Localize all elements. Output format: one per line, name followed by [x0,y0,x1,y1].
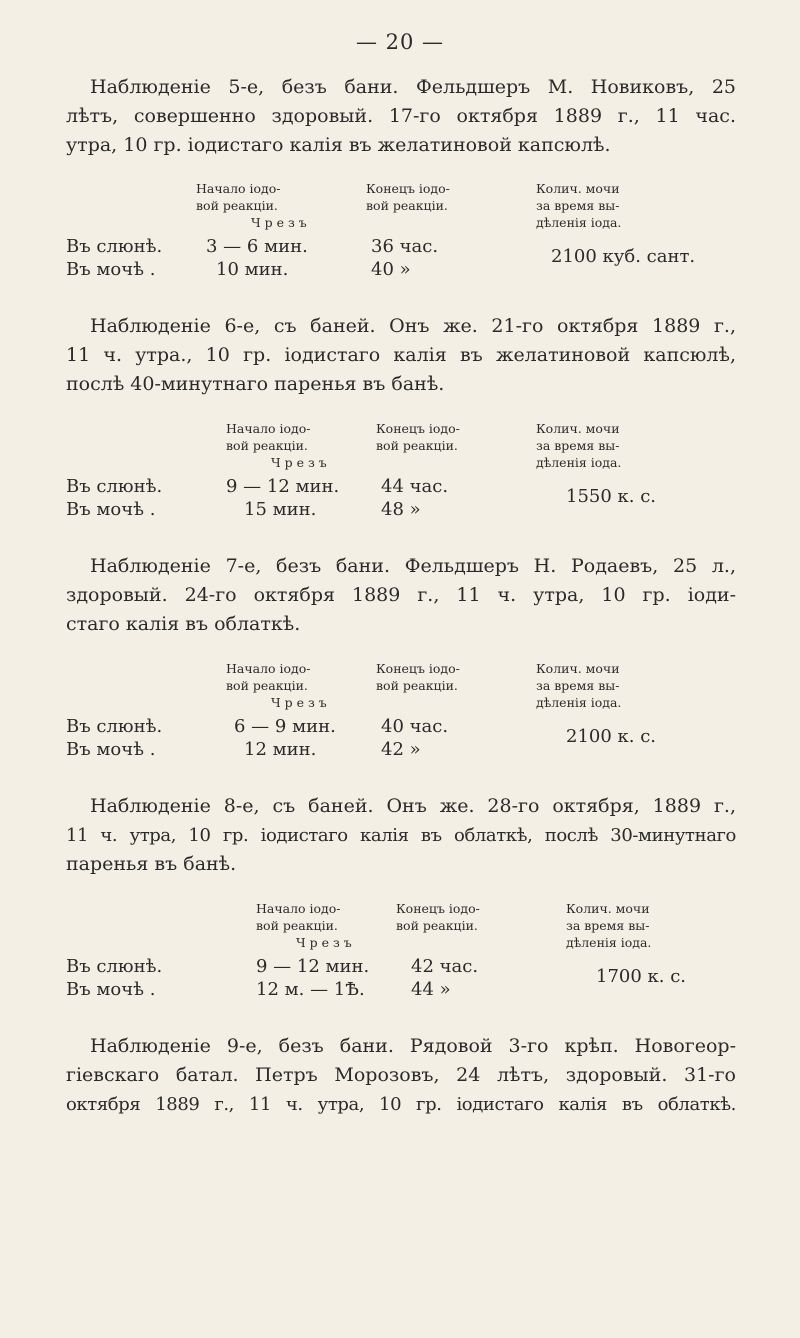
header-start: Начало іодо- вой реакціи. [196,181,281,213]
paragraph-line: паренья въ банѣ. [66,853,237,875]
row-start: 3 — 6 мин. [206,236,308,257]
header-end: Конецъ іодо- вой реакціи. [366,181,450,213]
row-end: 42 » [381,739,421,760]
paragraph-line: Наблюденіе 9-е, безъ бани. Рядовой 3-го крѣп. Новогеор- [90,1035,736,1057]
paragraph-line: Наблюденіе 8-е, съ баней. Онъ же. 28-го октября, 1889 г., [90,795,736,817]
header-end: Конецъ іодо- вой реакціи. [396,901,480,933]
urine-total: 1700 к. с. [596,966,687,987]
row-start: 9 — 12 мин. [256,956,370,977]
header-end: Конецъ іодо- вой реакціи. [376,661,460,693]
paragraph-line: гіевскаго батал. Петръ Морозовъ, 24 лѣтъ, здоровый. 31-го [66,1064,736,1086]
row-start: 12 м. — 1Ѣ. [256,979,365,1000]
observation-7-paragraph [66,552,736,639]
paragraph-line: послѣ 40-минутнаго паренья въ банѣ. [66,373,445,395]
observation-5-table [66,180,746,290]
header-through: Ч р е з ъ [271,455,327,470]
row-start: 12 мин. [244,739,317,760]
row-end: 42 час. [411,956,479,977]
observation-9-paragraph [66,1032,736,1119]
header-through: Ч р е з ъ [271,695,327,710]
header-start: Начало іодо- вой реакціи. [226,661,311,693]
row-label: Въ слюнѣ. [66,956,163,977]
row-label: Въ слюнѣ. [66,236,163,257]
paragraph-line: Наблюденіе 7-е, безъ бани. Фельдшеръ Н. Родаевъ, 25 л., [90,555,736,577]
row-label: Въ мочѣ . [66,739,156,760]
row-start: 15 мин. [244,499,317,520]
observation-8-table [66,900,746,1010]
urine-total: 1550 к. с. [566,486,657,507]
paragraph-line: 11 ч. утра, 10 гр. іодистаго калія въ облаткѣ, послѣ 30-минутнаго [66,825,736,846]
page-number: — 20 — [355,30,445,54]
urine-total: 2100 куб. сант. [551,246,696,267]
paragraph-line: 11 ч. утра., 10 гр. іодистаго калія въ желатиновой капсюлѣ, [66,344,736,366]
header-end: Конецъ іодо- вой реакціи. [376,421,460,453]
observation-6-paragraph [66,312,736,399]
observation-5-paragraph [66,73,736,160]
header-start: Начало іодо- вой реакціи. [256,901,341,933]
row-end: 36 час. [371,236,439,257]
header-urine: Колич. мочи за время вы- дѣленія іода. [536,181,622,230]
paragraph-line: стаго калія въ облаткѣ. [66,613,301,635]
paragraph-line: октября 1889 г., 11 ч. утра, 10 гр. іодистаго калія въ облаткѣ. [66,1094,736,1115]
paragraph-line: Наблюденіе 6-е, съ баней. Онъ же. 21-го октября 1889 г., [90,315,736,337]
urine-total: 2100 к. с. [566,726,657,747]
header-through: Ч р е з ъ [296,935,352,950]
paragraph-line: лѣтъ, совершенно здоровый. 17-го октября 1889 г., 11 час. [66,105,736,127]
observation-6-table [66,420,746,530]
row-end: 44 час. [381,476,449,497]
row-end: 40 час. [381,716,449,737]
observation-7-table [66,660,746,770]
row-end: 48 » [381,499,421,520]
row-end: 40 » [371,259,411,280]
row-label: Въ слюнѣ. [66,476,163,497]
header-urine: Колич. мочи за время вы- дѣленія іода. [566,901,652,950]
paragraph-line: Наблюденіе 5-е, безъ бани. Фельдшеръ М. Новиковъ, 25 [90,76,736,98]
header-urine: Колич. мочи за время вы- дѣленія іода. [536,421,622,470]
observation-8-paragraph [66,792,736,879]
row-start: 6 — 9 мин. [234,716,336,737]
row-end: 44 » [411,979,451,1000]
row-label: Въ мочѣ . [66,259,156,280]
row-label: Въ мочѣ . [66,979,156,1000]
row-start: 9 — 12 мин. [226,476,340,497]
paragraph-line: здоровый. 24-го октября 1889 г., 11 ч. утра, 10 гр. іоди- [66,584,736,606]
header-start: Начало іодо- вой реакціи. [226,421,311,453]
header-through: Ч р е з ъ [251,215,307,230]
row-label: Въ мочѣ . [66,499,156,520]
paragraph-line: утра, 10 гр. іодистаго калія въ желатиновой капсюлѣ. [66,134,611,156]
header-urine: Колич. мочи за время вы- дѣленія іода. [536,661,622,710]
row-start: 10 мин. [216,259,289,280]
row-label: Въ слюнѣ. [66,716,163,737]
